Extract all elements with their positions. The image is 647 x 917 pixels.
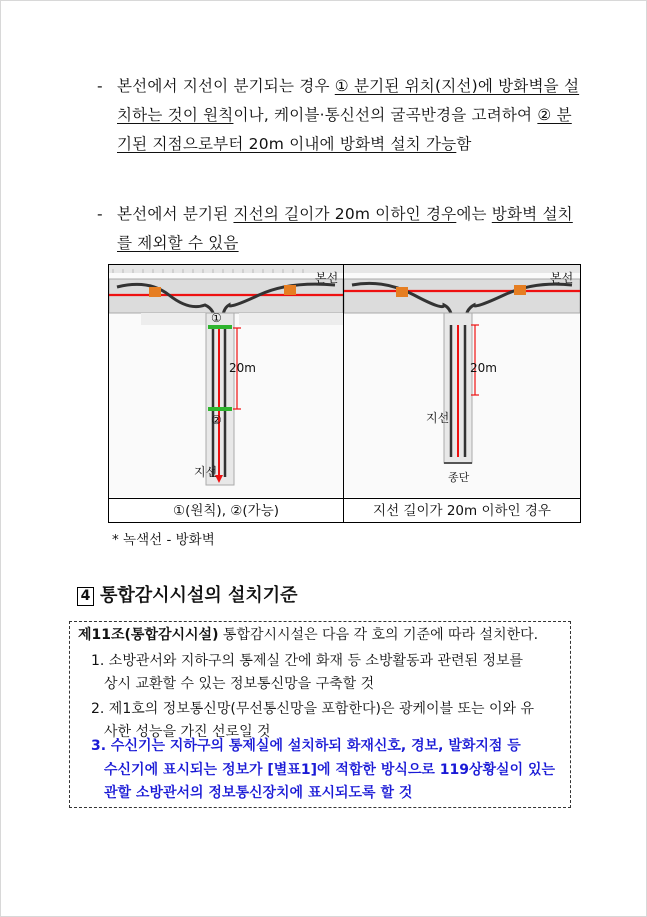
label-branch-right: 지선 [426,411,450,425]
firewall-mark-2 [208,407,232,411]
article-item-1a: 1. 소방관서와 지하구의 통제실 간에 화재 등 소방활동과 관련된 정보를 [91,653,524,669]
label-main-line-left: 본선 [315,271,339,285]
figure-left-diagram [109,265,343,497]
bullet-dash: - [97,77,103,95]
label-length-right: 20m [470,361,497,375]
article-intro: 통합감시시설은 다음 각 호의 기준에 따라 설치한다. [218,627,539,643]
article-item-3c: 관할 소방관서의 정보통신장치에 표시되도록 할 것 [104,785,413,801]
section-heading [77,581,298,607]
bullet-dash: - [97,205,103,223]
marker-1: ① [211,311,222,325]
label-main-line-right: 본선 [550,271,574,285]
caption-left: ①(원칙), ②(가능) [109,498,343,523]
article-box [69,621,571,808]
article-item-2b: 사한 성능을 가진 선로일 것 [104,724,271,740]
tunnel-diagram-right [344,265,580,497]
tunnel-diagram-left [109,265,343,497]
label-end: 종단 [448,471,470,484]
figure-table [108,264,581,523]
section-title: 통합감시시설의 설치기준 [100,585,298,606]
bullet-short-branch-rule: - 본선에서 분기된 지선의 길이가 20m 이하인 경우에는 방화벽 설치를 제외할 수 있음 [97,200,582,258]
figure-right-diagram [344,265,580,497]
article-title: 제11조(통합감시시설) [78,627,219,643]
legend-note: * 녹색선 - 방화벽 [112,532,215,548]
caption-right: 지선 길이가 20m 이하인 경우 [344,498,580,523]
label-length-left: 20m [229,361,256,375]
marker-2: ② [211,413,222,427]
article-item-1b: 상시 교환할 수 있는 정보통신망을 구축할 것 [104,676,375,692]
article-item-2a: 2. 제1호의 정보통신망(무선통신망을 포함한다)은 광케이블 또는 이와 유 [91,701,535,717]
section-number: 4 [77,587,94,606]
label-branch-left: 지선 [194,465,218,479]
firewall-mark-1 [208,325,232,329]
article-item-3a: 3. 수신기는 지하구의 통제실에 설치하되 화재신호, 경보, 발화지점 등 [91,738,521,754]
bullet-branch-rule: - 본선에서 지선이 분기되는 경우 ① 분기된 위치(지선)에 방화벽을 설치하는 것이 원칙이나, 케이블·통신선의 굴곡반경을 고려하여 ② 분기된 지점으로부터 20m 이내에 방화벽 설치 가능함 [97,72,582,159]
article-header [78,624,538,647]
article-item-3b: 수신기에 표시되는 정보가 [별표1]에 적합한 방식으로 119상황실이 있는 [104,762,556,778]
